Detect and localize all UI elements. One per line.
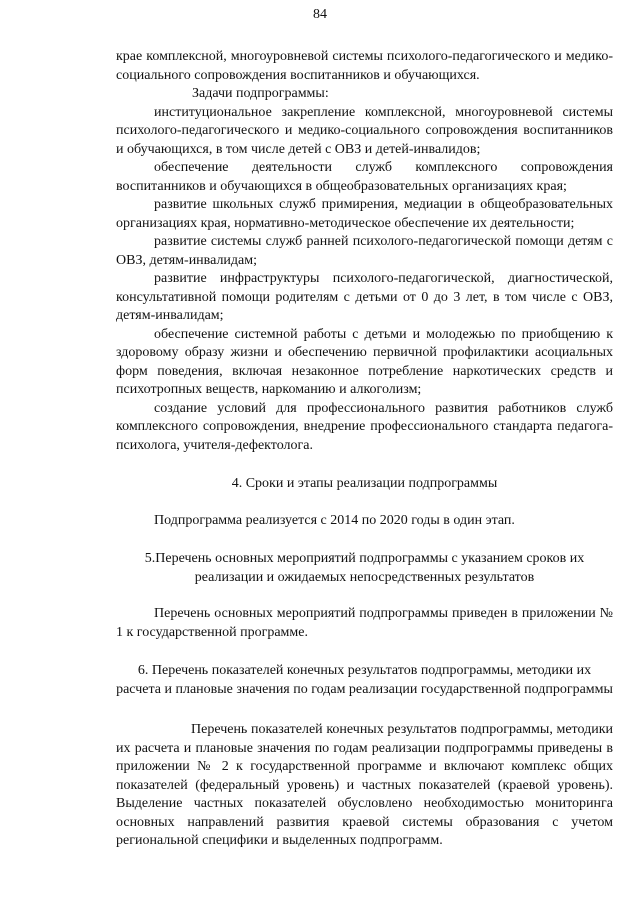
page-number: 84: [313, 7, 327, 22]
section-5-heading: 5.Перечень основных мероприятий подпрограммы с указанием сроков их реализации и ожидаемых непосредственных результатов: [144, 551, 585, 585]
task-item: институциональное закрепление комплексной, многоуровневой системы психолого-педагогического и медико-социального сопровождения воспитанников и обучающихся, в том числе детей с ОВЗ и детей-инвалидов;: [116, 104, 613, 157]
section-5-text: Перечень основных мероприятий подпрограммы приведен в приложении № 1 к государственной программе.: [116, 606, 613, 640]
page-content: [116, 48, 613, 851]
task-item: обеспечение деятельности служб комплексного сопровождения воспитанников и обучающихся в общеобразовательных организациях края;: [116, 160, 613, 194]
task-item: создание условий для профессионального развития работников служб комплексного сопровождения, внедрение профессионального стандарта педагога-психолога, учителя-дефектолога.: [116, 400, 613, 453]
tasks-heading: Задачи подпрограммы:: [192, 86, 329, 101]
task-item: развитие инфраструктуры психолого-педагогической, диагностической, консультативной помощи родителям с детьми от 0 до 3 лет, в том числе с ОВЗ, детям-инвалидам;: [116, 271, 613, 323]
task-item: обеспечение системной работы с детьми и молодежью по приобщению к здоровому образу жизни и обеспечению первичной профилактики асоциальных форм поведения, включая незаконное потребление наркотических средств и психотропных веществ, наркоманию и алкоголизм;: [116, 326, 613, 397]
section-6-text: Перечень показателей конечных результатов подпрограммы, методики их расчета и плановые значения по годам реализации подпрограммы приведены в приложении № 2 к государственной программе и включают комплекс общих показателей (федеральный уровень) и частных показателей (краевой уровень). Выделение частных показателей обусловлено необходимостью мониторинга основных направлений развития краевой системы образования с учетом региональной специфики и выделенных подпрограмм.: [116, 722, 613, 848]
section-4-text: Подпрограмма реализуется с 2014 по 2020 годы в один этап.: [154, 512, 515, 528]
section-4-heading: 4. Сроки и этапы реализации подпрограммы: [231, 476, 498, 491]
section-6-heading: 6. Перечень показателей конечных результатов подпрограммы, методики их расчета и плановые значения по годам реализации государственной подпрограммы: [116, 663, 613, 697]
task-item: развитие системы служб ранней психолого-педагогической помощи детям с ОВЗ, детям-инвалидам;: [116, 234, 613, 268]
task-item: развитие школьных служб примирения, медиации в общеобразовательных организациях края, нормативно-методическое обеспечение их деятельности;: [116, 197, 613, 231]
intro-paragraph: крае комплексной, многоуровневой системы психолого-педагогического и медико-социального сопровождения воспитанников и обучающихся.: [116, 49, 613, 83]
